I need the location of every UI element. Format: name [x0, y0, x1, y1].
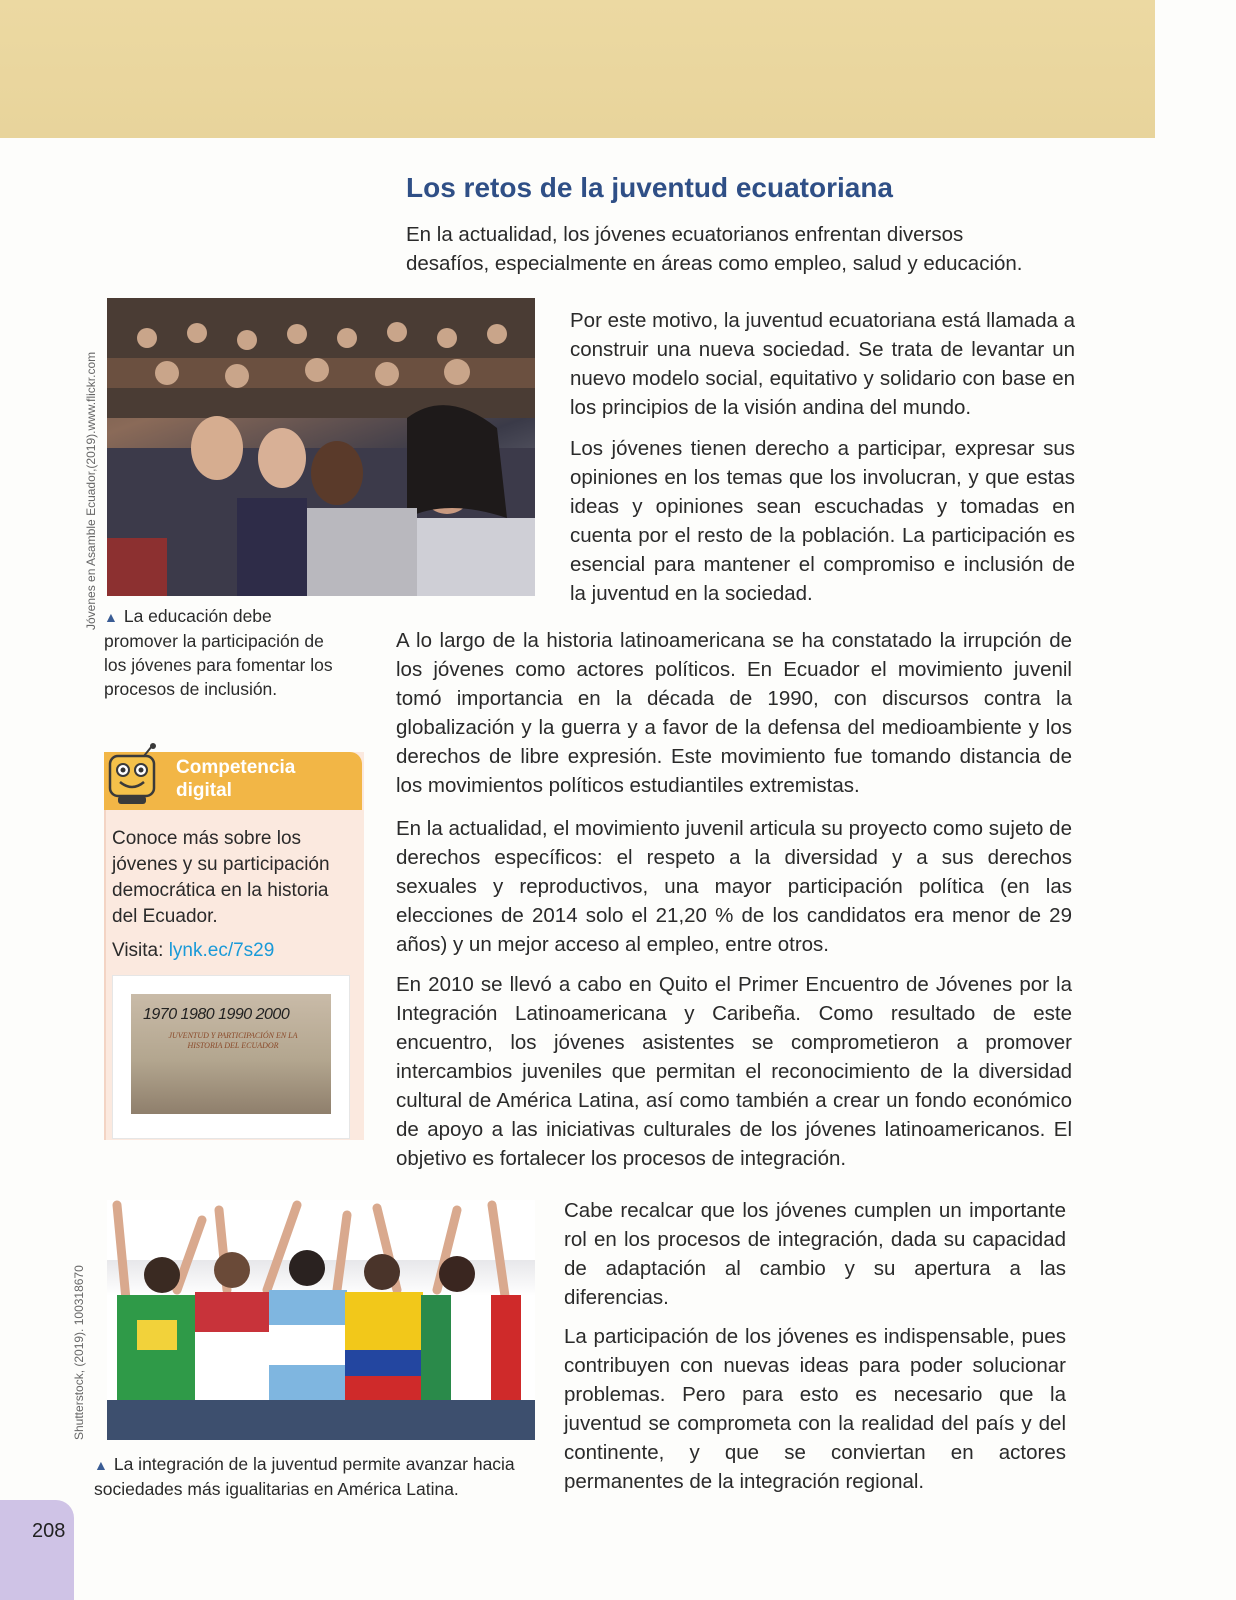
triangle-icon: ▲ [94, 1457, 108, 1473]
photo-caption-2: ▲ La integración de la juventud permite avanzar hacia sociedades más igualitarias en América Latina. [94, 1454, 515, 1499]
flags-photo [107, 1200, 535, 1440]
visit-label: Visita: [112, 940, 164, 961]
paragraph-6: Cabe recalcar que los jóvenes cumplen un importante rol en los procesos de integración, dada su capacidad de adaptación al cambio y su apertura a las diferencias. [564, 1199, 1066, 1309]
page-number: 208 [32, 1520, 66, 1542]
photo-credit-2: Shutterstock, (2019). 100318670 [72, 1265, 86, 1440]
page-title: Los retos de la juventud ecuatoriana [406, 172, 894, 203]
triangle-icon: ▲ [104, 609, 118, 625]
page-number-tab [0, 1500, 74, 1600]
competencia-digital-title: Competencia digital [176, 757, 296, 801]
visit-link[interactable]: lynk.ec/7s29 [168, 940, 275, 961]
visit-line [112, 940, 274, 962]
intro-paragraph: En la actualidad, los jóvenes ecuatorianos enfrentan diversos desafíos, especialmente en áreas como empleo, salud y educación. [406, 223, 1023, 275]
assembly-photo [107, 298, 535, 596]
header-band [0, 0, 1155, 138]
video-thumbnail[interactable] [112, 975, 350, 1139]
paragraph-1: Por este motivo, la juventud ecuatoriana está llamada a construir una nueva sociedad. Se trata de levantar un nuevo modelo social, equitativo y solidario con base en los principios de la visión andina del mundo. [570, 309, 1075, 419]
robot-icon [104, 742, 166, 808]
competencia-digital-text: Conoce más sobre los jóvenes y su participación democrática en la historia del Ecuador. [112, 828, 330, 927]
paragraph-5: En 2010 se llevó a cabo en Quito el Primer Encuentro de Jóvenes por la Integración Latinoamericana y Caribeña. Como resultado de este encuentro, los jóvenes asistentes se comprometieron a promover intercambios juveniles que permitan el reconocimiento de la diversidad cultural de América Latina, así como también a crear un fondo económico de apoyo a las iniciativas culturales de los jóvenes latinoamericanos. El objetivo es fortalecer los procesos de integración. [396, 973, 1072, 1170]
paragraph-7: La participación de los jóvenes es indispensable, pues contribuyen con nuevas ideas para poder solucionar problemas. Pero para esto es necesario que la juventud se comprometa con la realidad del país y del continente, y que se conviertan en actores permanentes de la integración regional. [564, 1325, 1066, 1493]
photo-credit-1: Jóvenes en Asamble Ecuador,(2019).www.flickr.com [84, 351, 98, 630]
paragraph-4: En la actualidad, el movimiento juvenil articula su proyecto como sujeto de derechos específicos: el respeto a la diversidad y a sus derechos sexuales y reproductivos, una mayor participación política (en las elecciones de 2014 solo el 21,20 % de los candidatos era menor de 29 años) y un mejor acceso al empleo, entre otros. [396, 817, 1072, 956]
paragraph-3: A lo largo de la historia latinoamericana se ha constatado la irrupción de los jóvenes como actores políticos. En Ecuador el movimiento juvenil tomó importancia en la década de 1990, con discursos contra la globalización y la guerra y a favor de la defensa del medioambiente y los derechos de libre expresión. Este movimiento fue tomando distancia de los movimientos políticos estudiantiles extremistas. [396, 629, 1072, 797]
video-years: 1970 1980 1990 2000 [143, 1006, 290, 1023]
video-subtitle: JUVENTUD Y PARTICIPACIÓN EN LA HISTORIA DEL ECUADOR [168, 1031, 298, 1050]
photo-caption-1: ▲ La educación debe promover la participación de los jóvenes para fomentar los procesos de inclusión. [104, 606, 333, 699]
paragraph-2: Los jóvenes tienen derecho a participar, expresar sus opiniones en los temas que los involucran, y que estas ideas y opiniones sean escuchadas y tomadas en cuenta por el resto de la población. La participación es esencial para mantener el compromiso e inclusión de la juventud en la sociedad. [570, 437, 1075, 605]
